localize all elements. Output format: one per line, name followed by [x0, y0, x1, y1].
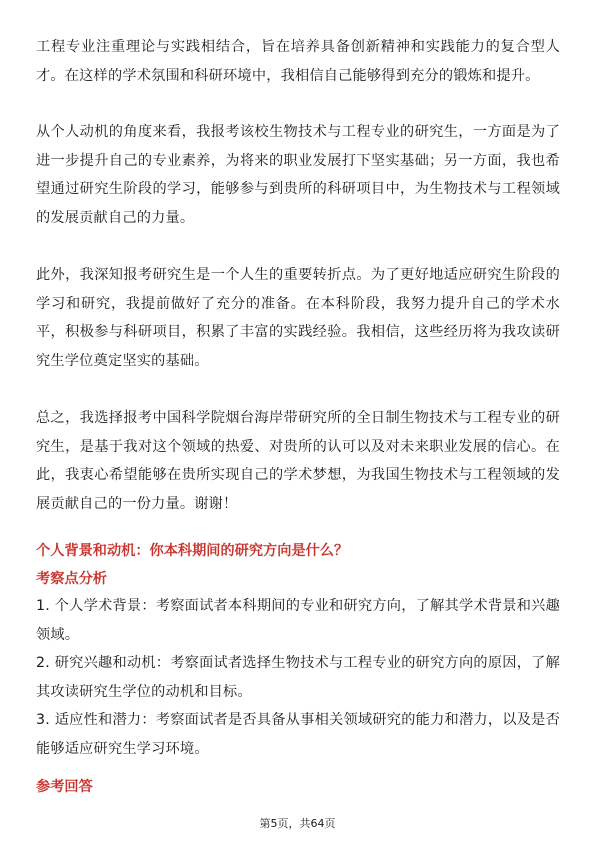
- analysis-item-2: 2. 研究兴趣和动机：考察面试者选择生物技术与工程专业的研究方向的原因，了解其攻读研究生学位的动机和目标。: [36, 655, 560, 700]
- paragraph-4: 总之，我选择报考中国科学院烟台海岸带研究所的全日制生物技术与工程专业的研究生，是基于我对这个领域的热爱、对贵所的认可以及对未来职业发展的信心。在此，我衷心希望能够在贵所实现自己的学术梦想，为我国生物技术与工程领域的发展贡献自己的一份力量。谢谢！: [36, 410, 560, 512]
- paragraph-2: 从个人动机的角度来看，我报考该校生物技术与工程专业的研究生，一方面是为了进一步提升自己的专业素养，为将来的职业发展打下坚实基础；另一方面，我也希望通过研究生阶段的学习，能够参与到贵所的科研项目中，为生物技术与工程领域的发展贡献自己的力量。: [36, 124, 560, 226]
- answer-heading: 参考回答: [36, 779, 93, 795]
- analysis-item-1: 1. 个人学术背景：考察面试者本科期间的专业和研究方向，了解其学术背景和兴趣领域。: [36, 598, 560, 643]
- paragraph-1: 工程专业注重理论与实践相结合，旨在培养具备创新精神和实践能力的复合型人才。在这样的学术氛围和科研环境中，我相信自己能够得到充分的锻炼和提升。: [36, 39, 560, 84]
- paragraph-3: 此外，我深知报考研究生是一个人生的重要转折点。为了更好地适应研究生阶段的学习和研究，我提前做好了充分的准备。在本科阶段，我努力提升自己的学术水平，积极参与科研项目，积累了丰富的实践经验。我相信，这些经历将为我攻读研究生学位奠定坚实的基础。: [36, 267, 560, 369]
- question-heading: 个人背景和动机：你本科期间的研究方向是什么？: [36, 543, 349, 559]
- analysis-item-3: 3. 适应性和潜力：考察面试者是否具备从事相关领域研究的能力和潜力，以及是否能够适应研究生学习环境。: [36, 712, 560, 757]
- page-number-footer: 第5页，共64页: [259, 817, 336, 830]
- analysis-heading: 考察点分析: [36, 571, 107, 587]
